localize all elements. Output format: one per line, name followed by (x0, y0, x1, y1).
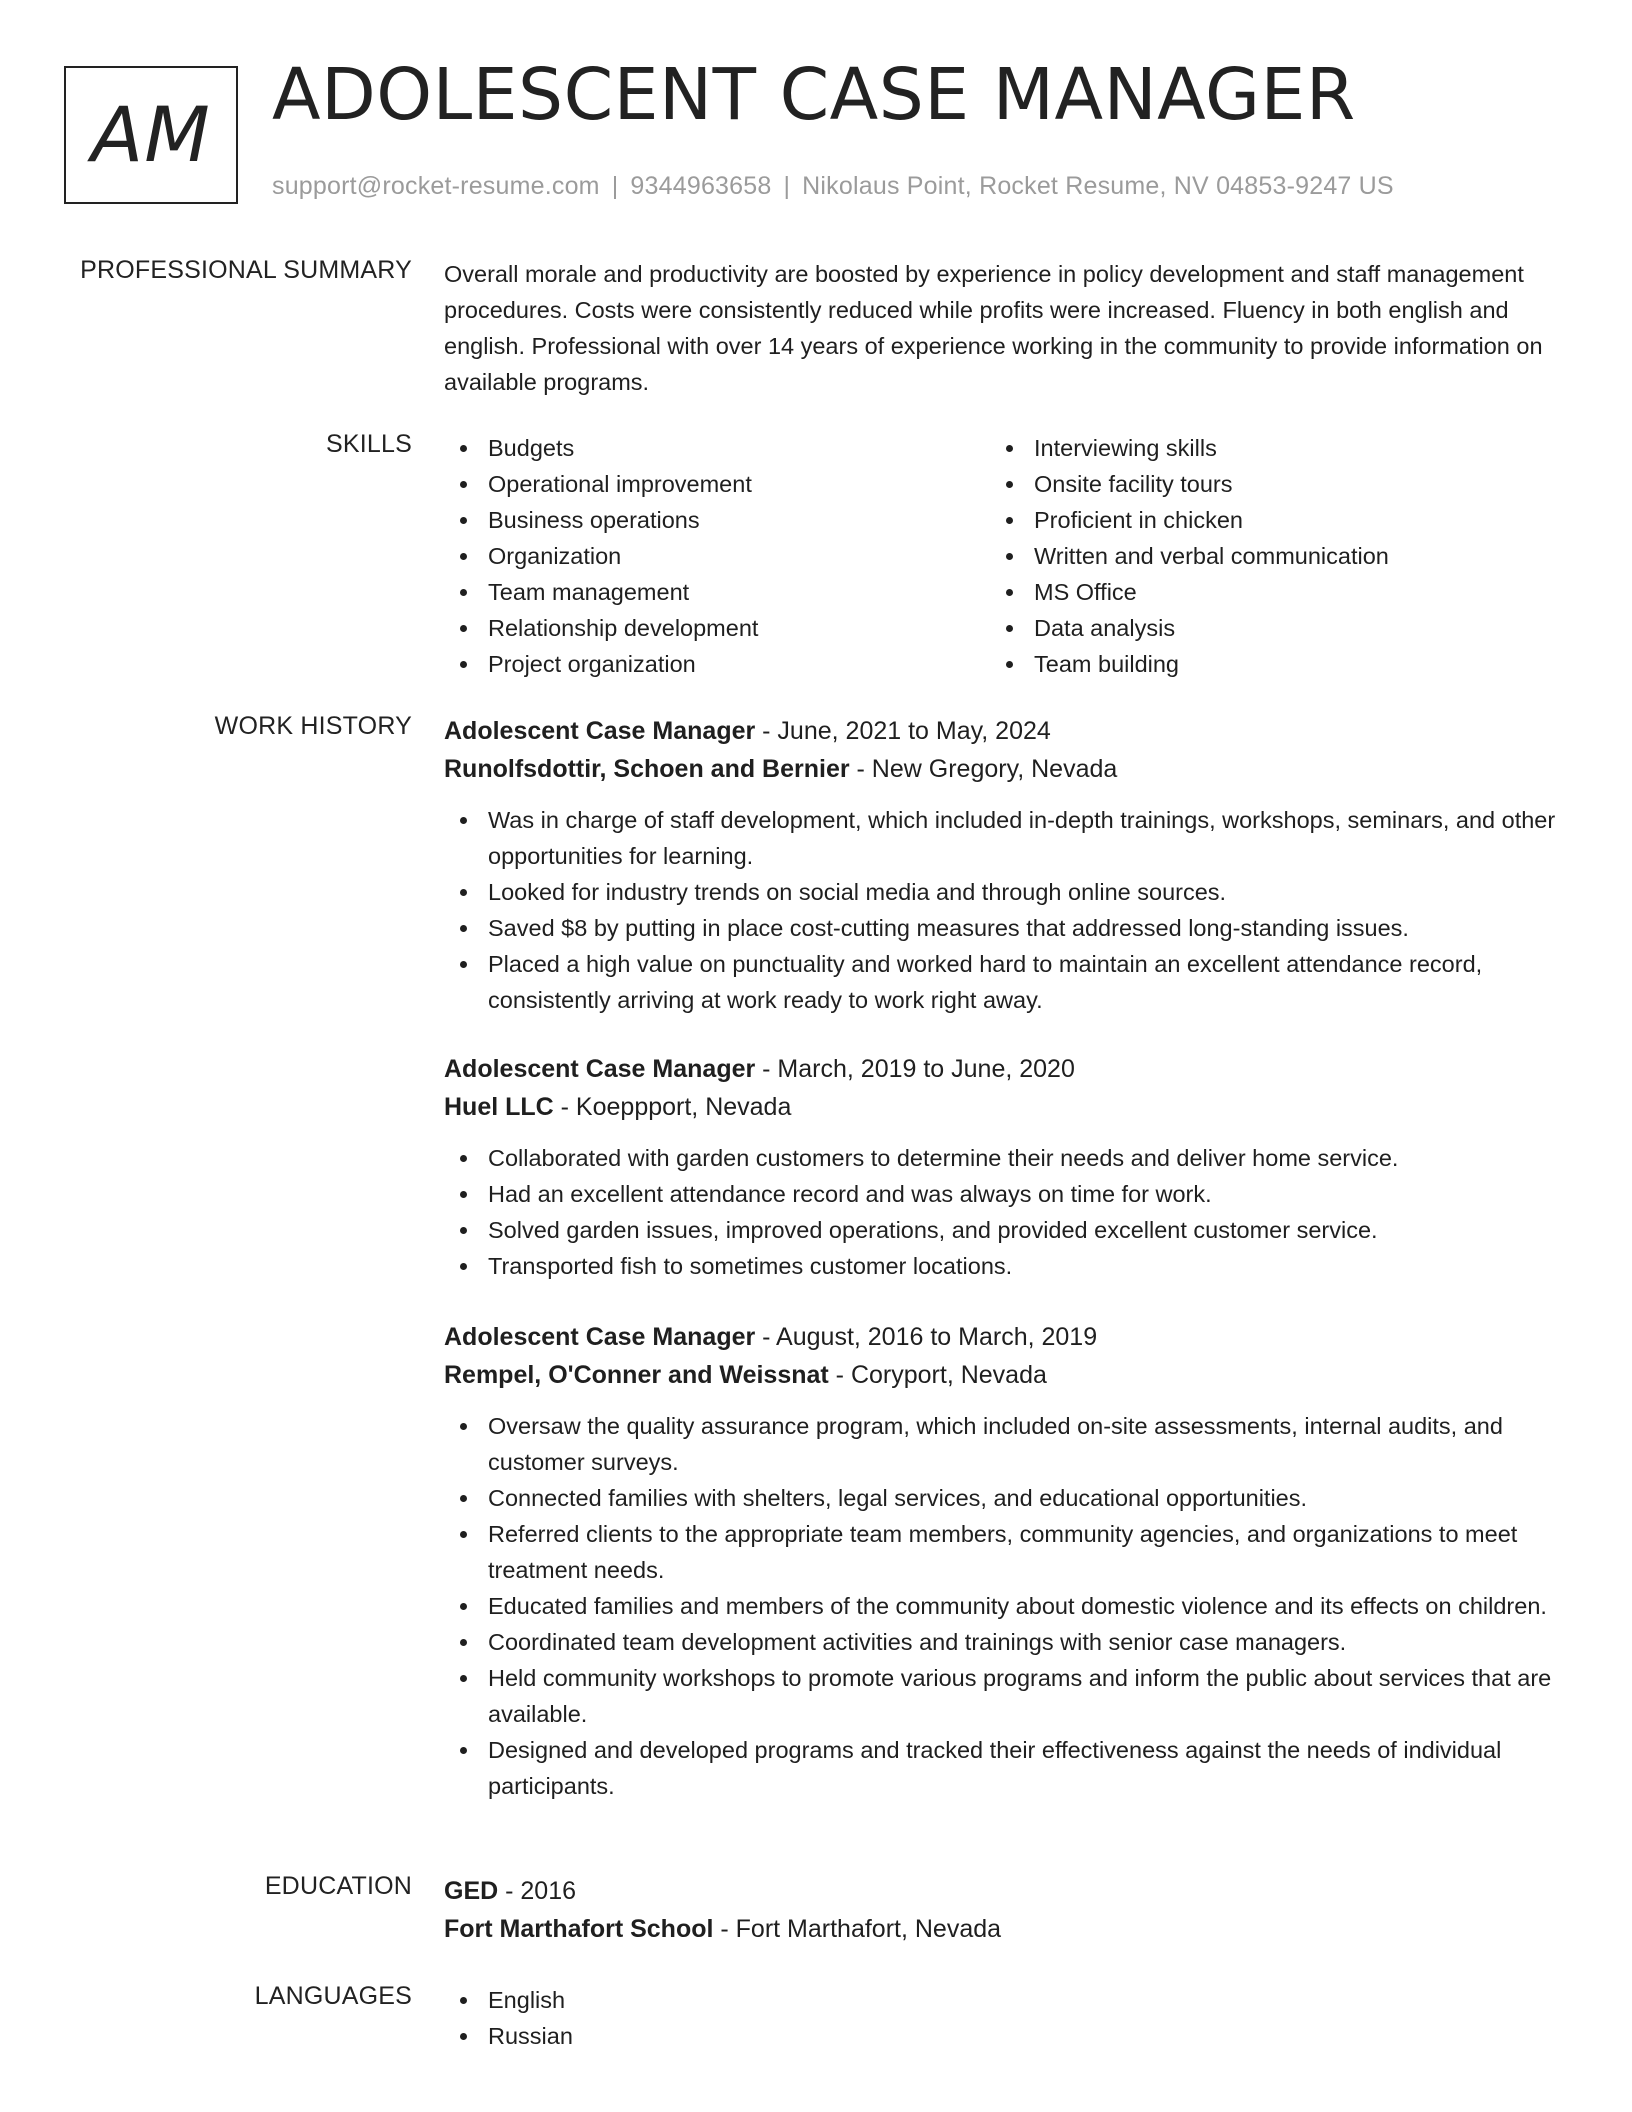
job-duty: Transported fish to sometimes customer locations. (444, 1248, 1564, 1284)
job-company-line (444, 1356, 1564, 1394)
contact-phone: 9344963658 (630, 172, 772, 200)
education-degree-line (444, 1872, 1564, 1910)
skill-item: Data analysis (990, 610, 1536, 646)
job-duty: Saved $8 by putting in place cost-cutting measures that addressed long-standing issues. (444, 910, 1564, 946)
summary-content (444, 256, 1564, 400)
job-duty: Oversaw the quality assurance program, which included on-site assessments, internal audits, and customer surveys. (444, 1408, 1564, 1480)
job-duty: Looked for industry trends on social media and through online sources. (444, 874, 1564, 910)
job-duty: Collaborated with garden customers to determine their needs and deliver home service. (444, 1140, 1564, 1176)
resume-title: ADOLESCENT CASE MANAGER (272, 53, 1356, 136)
job-duty: Designed and developed programs and tracked their effectiveness against the needs of individual participants. (444, 1732, 1564, 1804)
job-dates: - June, 2021 to May, 2024 (755, 717, 1051, 745)
job-dates: - August, 2016 to March, 2019 (755, 1323, 1098, 1351)
skill-item: Project organization (444, 646, 990, 682)
summary-label: PROFESSIONAL SUMMARY (80, 256, 412, 284)
education-content (444, 1872, 1564, 1948)
job-duty: Solved garden issues, improved operations, and provided excellent customer service. (444, 1212, 1564, 1248)
job-title: Adolescent Case Manager (444, 1323, 756, 1351)
skill-item: Relationship development (444, 610, 990, 646)
education-location: - Fort Marthafort, Nevada (713, 1915, 1002, 1943)
skill-item: Onsite facility tours (990, 466, 1536, 502)
job-duty: Had an excellent attendance record and was always on time for work. (444, 1176, 1564, 1212)
job-title: Adolescent Case Manager (444, 717, 756, 745)
job-entry (444, 1050, 1564, 1284)
education-year: - 2016 (498, 1877, 577, 1905)
contact-address: Nikolaus Point, Rocket Resume, NV 04853-9247 US (802, 172, 1394, 200)
job-duty: Educated families and members of the community about domestic violence and its effects on children. (444, 1588, 1564, 1624)
job-company-line (444, 750, 1564, 788)
skill-item: Proficient in chicken (990, 502, 1536, 538)
skill-item: Budgets (444, 430, 990, 466)
language-item: English (444, 1982, 1564, 2018)
contact-separator: | (783, 172, 791, 200)
monogram-initials: AM (91, 90, 211, 179)
job-title: Adolescent Case Manager (444, 1055, 756, 1083)
job-title-line (444, 712, 1564, 750)
job-duty: Referred clients to the appropriate team members, community agencies, and organizations to meet treatment needs. (444, 1516, 1564, 1588)
skill-item: Operational improvement (444, 466, 990, 502)
education-degree: GED (444, 1877, 499, 1905)
skills-list-right (990, 430, 1536, 682)
monogram-box (64, 66, 238, 204)
languages-list (444, 1982, 1564, 2054)
job-entry (444, 712, 1564, 1018)
skill-item: Organization (444, 538, 990, 574)
job-title-line (444, 1318, 1564, 1356)
skills-list-left (444, 430, 990, 682)
job-entry (444, 1318, 1564, 1804)
job-duty: Placed a high value on punctuality and worked hard to maintain an excellent attendance record, consistently arriving at work ready to work right away. (444, 946, 1564, 1018)
language-item: Russian (444, 2018, 1564, 2054)
job-duties (444, 1140, 1564, 1284)
summary-text: Overall morale and productivity are boosted by experience in policy development and staff management procedures. Costs were consistently reduced while profits were increased. Fluency in both english and english. Professional with over 14 years of experience working in the community to provide information on available programs. (444, 261, 1543, 395)
skill-item: Written and verbal communication (990, 538, 1536, 574)
contact-line (272, 172, 1394, 201)
languages-label: LANGUAGES (254, 1982, 412, 2010)
languages-content (444, 1982, 1564, 2054)
job-location: - Coryport, Nevada (828, 1361, 1047, 1389)
job-location: - Koeppport, Nevada (553, 1093, 792, 1121)
job-location: - New Gregory, Nevada (849, 755, 1118, 783)
skill-item: Interviewing skills (990, 430, 1536, 466)
work-history-label: WORK HISTORY (214, 712, 412, 740)
job-company: Rempel, O'Conner and Weissnat (444, 1361, 829, 1389)
job-company: Huel LLC (444, 1093, 554, 1121)
job-company: Runolfsdottir, Schoen and Bernier (444, 755, 850, 783)
job-duties (444, 1408, 1564, 1804)
job-duty: Coordinated team development activities and trainings with senior case managers. (444, 1624, 1564, 1660)
job-duty: Was in charge of staff development, which included in-depth trainings, workshops, seminars, and other opportunities for learning. (444, 802, 1564, 874)
education-school-line (444, 1910, 1564, 1948)
job-dates: - March, 2019 to June, 2020 (755, 1055, 1075, 1083)
job-duty: Connected families with shelters, legal services, and educational opportunities. (444, 1480, 1564, 1516)
skill-item: Team building (990, 646, 1536, 682)
job-title-line (444, 1050, 1564, 1088)
education-school: Fort Marthafort School (444, 1915, 714, 1943)
skills-columns (444, 430, 1564, 682)
job-duties (444, 802, 1564, 1018)
skills-label: SKILLS (326, 430, 412, 458)
skill-item: Team management (444, 574, 990, 610)
contact-email: support@rocket-resume.com (272, 172, 600, 200)
job-duty: Held community workshops to promote various programs and inform the public about services that are available. (444, 1660, 1564, 1732)
skill-item: MS Office (990, 574, 1536, 610)
job-company-line (444, 1088, 1564, 1126)
contact-separator: | (611, 172, 619, 200)
skill-item: Business operations (444, 502, 990, 538)
education-label: EDUCATION (264, 1872, 412, 1900)
